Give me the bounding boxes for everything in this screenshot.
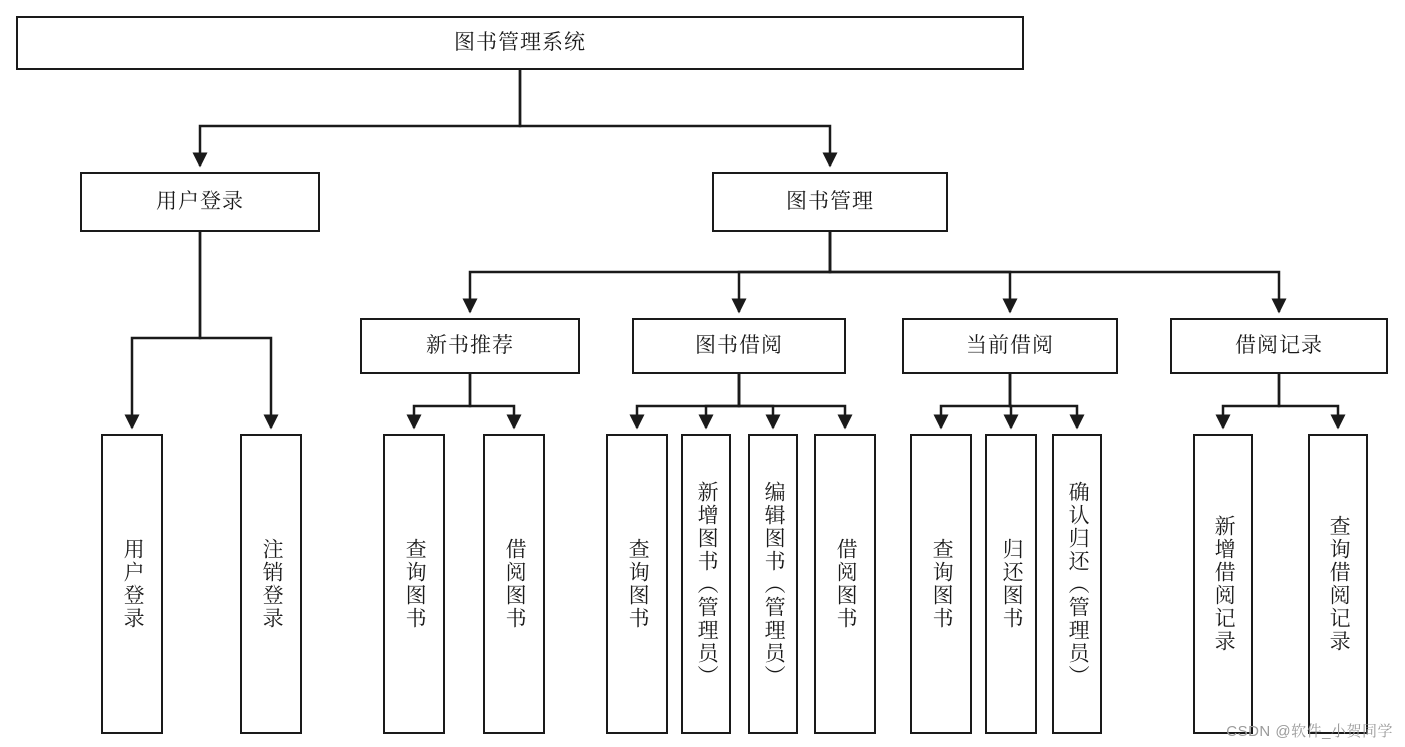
node-book-management[interactable]: 图书管理 (712, 172, 948, 232)
node-leaf-add-borrow-record[interactable]: 新增借阅记录 (1193, 434, 1253, 734)
node-leaf-add-book-admin[interactable]: 新增图书（管理员） (681, 434, 731, 734)
node-leaf-logout[interactable]: 注销登录 (240, 434, 302, 734)
node-leaf-query-book-current[interactable]: 查询图书 (910, 434, 972, 734)
node-new-book-recommend[interactable]: 新书推荐 (360, 318, 580, 374)
node-current-borrow[interactable]: 当前借阅 (902, 318, 1118, 374)
node-leaf-query-book-borrow[interactable]: 查询图书 (606, 434, 668, 734)
node-leaf-borrow-book-new[interactable]: 借阅图书 (483, 434, 545, 734)
node-root[interactable]: 图书管理系统 (16, 16, 1024, 70)
node-leaf-confirm-return-admin[interactable]: 确认归还（管理员） (1052, 434, 1102, 734)
node-leaf-borrow-book[interactable]: 借阅图书 (814, 434, 876, 734)
watermark: CSDN @软件_小贺同学 (1226, 723, 1393, 740)
node-user-login[interactable]: 用户登录 (80, 172, 320, 232)
node-book-borrow[interactable]: 图书借阅 (632, 318, 846, 374)
node-leaf-edit-book-admin[interactable]: 编辑图书（管理员） (748, 434, 798, 734)
node-borrow-records[interactable]: 借阅记录 (1170, 318, 1388, 374)
node-leaf-return-book[interactable]: 归还图书 (985, 434, 1037, 734)
node-leaf-user-login[interactable]: 用户登录 (101, 434, 163, 734)
node-leaf-query-borrow-record[interactable]: 查询借阅记录 (1308, 434, 1368, 734)
node-leaf-query-book-new[interactable]: 查询图书 (383, 434, 445, 734)
